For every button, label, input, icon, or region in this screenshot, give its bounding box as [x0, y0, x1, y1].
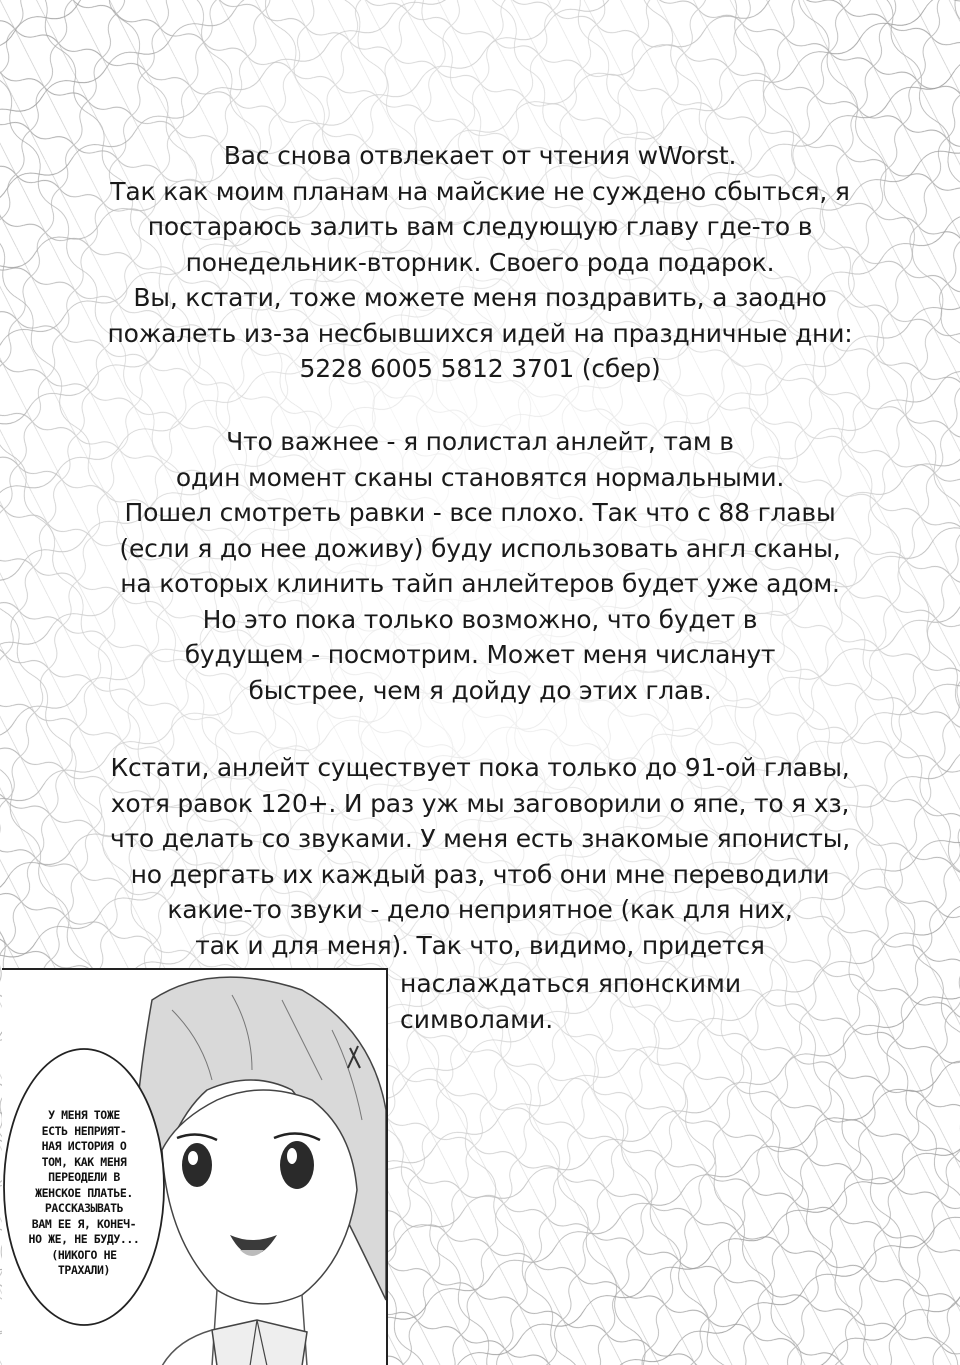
text-line: один момент сканы становятся нормальными. [175, 462, 785, 492]
bubble-line: ПЕРЕОДЕЛИ В [48, 1170, 120, 1184]
speech-bubble-text [8, 1108, 160, 1279]
text-line: что делать со звуками. У меня есть знакомые японисты, [109, 824, 851, 853]
bubble-line: НО ЖЕ, НЕ БУДУ... [28, 1232, 140, 1246]
text-line: хотя равок 120+. И раз уж мы заговорили о япе, то я хз, [110, 788, 850, 818]
text-line: понедельник-вторник. Своего рода подарок. [185, 247, 775, 277]
text-line: (если я до нее доживу) буду использовать англ сканы, [119, 533, 841, 563]
bubble-line: ВАМ ЕЕ Я, КОНЕЧ- [31, 1216, 137, 1231]
bubble-line: РАССКАЗЫВАТЬ [44, 1201, 124, 1215]
bubble-line: (НИКОГО НЕ [51, 1247, 117, 1262]
text-line: Вас снова отвлекает от чтения wWorst. [223, 141, 737, 170]
text-line: Кстати, анлейт существует пока только до 91-ой главы, [110, 753, 850, 782]
text-line: Что важнее - я полистал анлейт, там в [226, 427, 734, 456]
text-line: Вы, кстати, тоже можете меня поздравить, а заодно [133, 283, 827, 312]
text-line: Так как моим планам на майские не суждено сбыться, я [110, 176, 850, 206]
text-line: символами. [400, 1004, 554, 1034]
text-line: Пошел смотреть равки - все плохо. Так что с 88 главы [124, 498, 836, 527]
text-line: наслаждаться японскими [400, 969, 742, 998]
paragraph-3-tail [400, 966, 741, 1037]
text-line: на которых клинить тайп анлейтеров будет уже адом. [120, 569, 840, 598]
bubble-line: НАЯ ИСТОРИЯ О [41, 1139, 127, 1153]
paragraph-3 [40, 750, 920, 963]
card-number-line: 5228 6005 5812 3701 (сбер) [299, 354, 661, 383]
bubble-line: ТОМ, КАК МЕНЯ [41, 1154, 127, 1169]
bubble-line: ТРАХАЛИ) [57, 1263, 111, 1277]
text-line: Но это пока только возможно, что будет в [202, 604, 758, 634]
bubble-line: ЖЕНСКОЕ ПЛАТЬЕ. [35, 1185, 133, 1200]
text-line: какие-то звуки - дело неприятное (как для них, [167, 895, 793, 924]
text-line: но дергать их каждый раз, чтоб они мне переводили [130, 859, 830, 889]
text-line: пожалеть из-за несбывшихся идей на праздничные дни: [107, 318, 853, 348]
text-line: быстрее, чем я дойду до этих глав. [248, 675, 712, 705]
text-line: постараюсь залить вам следующую главу где-то в [147, 212, 813, 241]
text-line: будущем - посмотрим. Может меня числанут [184, 640, 776, 669]
paragraph-1 [40, 138, 920, 387]
manga-panel [2, 968, 388, 1365]
text-line: так и для меня). Так что, видимо, придется [195, 930, 765, 960]
bubble-line: ЕСТЬ НЕПРИЯТ- [41, 1123, 127, 1138]
bubble-line: У МЕНЯ ТОЖЕ [48, 1108, 120, 1122]
paragraph-2 [40, 424, 920, 708]
